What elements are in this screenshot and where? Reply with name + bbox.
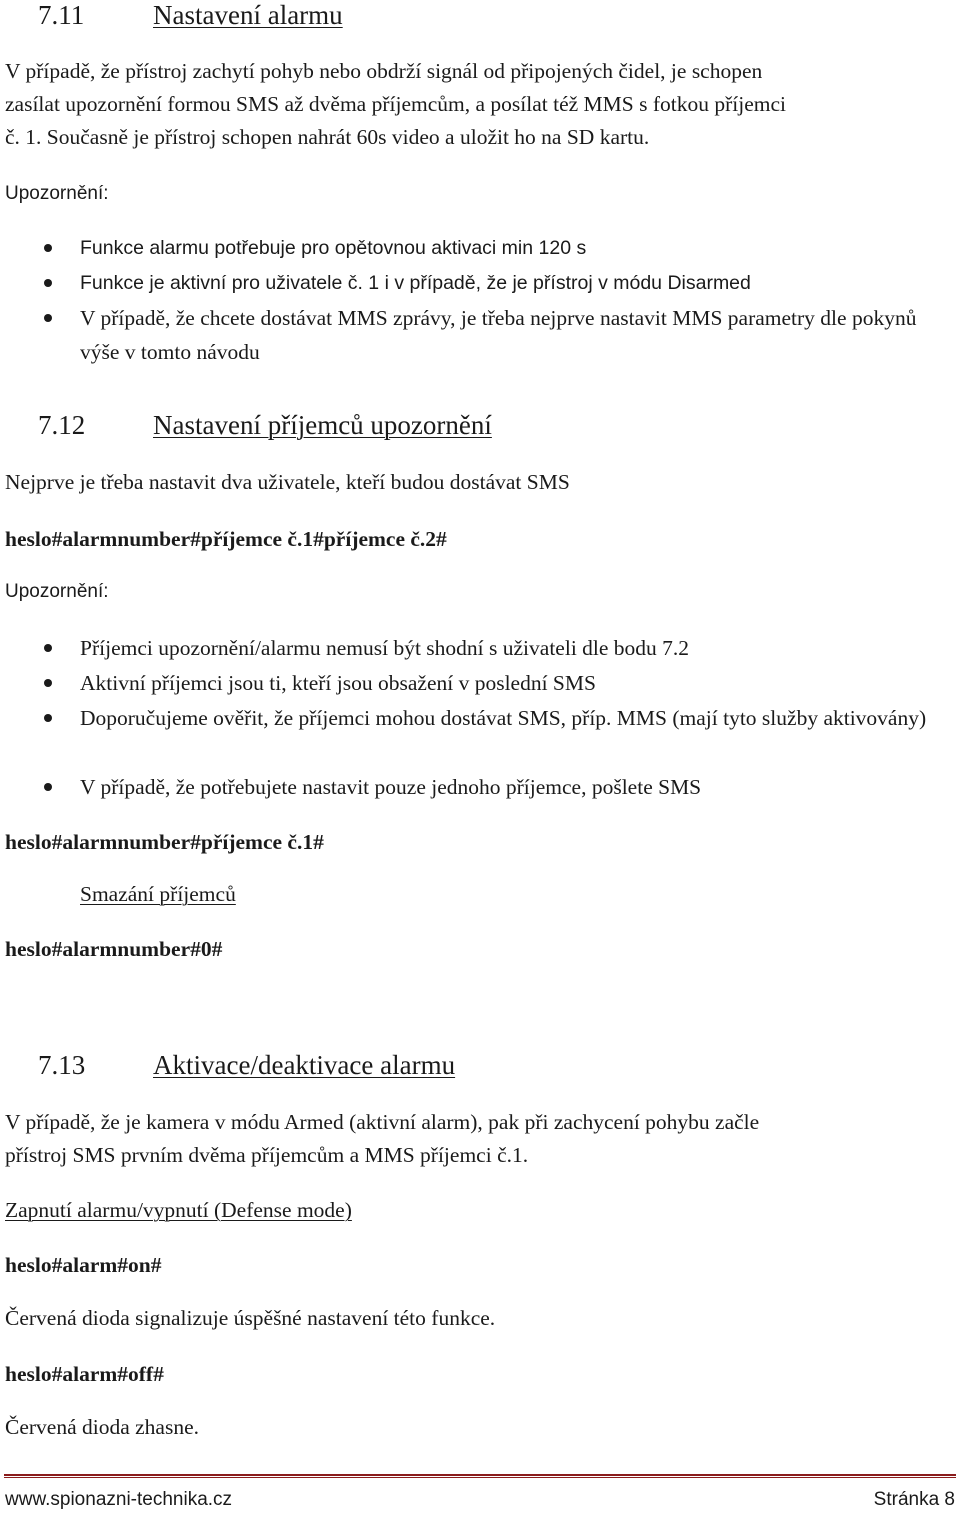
list-item-text: Doporučujeme ověřit, že příjemci mohou dostávat SMS, příp. MMS (mají tyto služby aktivovány) [80, 706, 927, 730]
list-item-text: Aktivní příjemci jsou ti, kteří jsou obsažení v poslední SMS [80, 671, 596, 695]
footer-page-number: Stránka 8 [873, 1489, 955, 1510]
section-heading-7-13 [38, 1050, 738, 1080]
bullet-icon [44, 783, 52, 791]
delete-recipients-label: Smazání příjemců [80, 882, 236, 906]
warning-label: Upozornění: [5, 183, 109, 204]
defense-mode-label: Zapnutí alarmu/vypnutí (Defense mode) [5, 1198, 352, 1222]
list-item-text: Funkce alarmu potřebuje pro opětovnou aktivaci min 120 s [80, 237, 587, 259]
list-item-text: Příjemci upozornění/alarmu nemusí být shodní s uživateli dle bodu 7.2 [80, 636, 690, 660]
sms-command: heslo#alarm#on# [5, 1253, 162, 1277]
section-7-11-intro [5, 55, 955, 154]
bullet-icon [44, 714, 52, 722]
intro-line: přístroj SMS prvním dvěma příjemcům a MMS příjemci č.1. [5, 1143, 529, 1167]
sms-command: heslo#alarmnumber#příjemce č.1# [5, 830, 324, 854]
section-7-13-intro [5, 1106, 955, 1172]
section-title: Nastavení příjemců upozornění [153, 410, 492, 440]
bullet-icon [44, 314, 52, 322]
footer-website: www.spionazni-technika.cz [5, 1489, 233, 1510]
intro-line: č. 1. Současně je přístroj schopen nahrát 60s video a uložit ho na SD kartu. [5, 125, 650, 149]
section-title: Nastavení alarmu [153, 0, 343, 30]
section-number: 7.13 [38, 1050, 86, 1080]
intro-line: V případě, že je kamera v módu Armed (aktivní alarm), pak při zachycení pohybu začle [5, 1110, 760, 1134]
intro-line: zasílat upozornění formou SMS až dvěma příjemcům, a posílat též MMS s fotkou příjemci [5, 92, 787, 116]
sms-command: heslo#alarmnumber#0# [5, 937, 223, 961]
bullet-icon [44, 279, 52, 287]
list-item-text: V případě, že chcete dostávat MMS zprávy, je třeba nejprve nastavit MMS parametry dle pokynů výše v tomto návodu [80, 306, 917, 364]
section-heading-7-11 [38, 0, 638, 30]
note-text: Červená dioda zhasne. [5, 1415, 200, 1439]
sms-command: heslo#alarmnumber#příjemce č.1#příjemce č.2# [5, 527, 447, 551]
section-7-12-intro: Nejprve je třeba nastavit dva uživatele, kteří budou dostávat SMS [5, 470, 570, 494]
bullet-icon [44, 644, 52, 652]
warning-label: Upozornění: [5, 581, 109, 602]
section-number: 7.12 [38, 410, 86, 440]
footer-divider [4, 1474, 956, 1476]
sms-command: heslo#alarm#off# [5, 1362, 164, 1386]
note-text: Červená dioda signalizuje úspěšné nastavení této funkce. [5, 1306, 496, 1330]
list-item-text: V případě, že potřebujete nastavit pouze jednoho příjemce, pošlete SMS [80, 775, 702, 799]
footer-divider [4, 1477, 956, 1478]
section-number: 7.11 [38, 0, 85, 30]
section-title: Aktivace/deaktivace alarmu [153, 1050, 456, 1080]
section-heading-7-12 [38, 410, 738, 440]
bullet-icon [44, 679, 52, 687]
bullet-icon [44, 244, 52, 252]
intro-line: V případě, že přístroj zachytí pohyb nebo obdrží signál od připojených čidel, je schopen [5, 59, 763, 83]
list-item-text: Funkce je aktivní pro uživatele č. 1 i v případě, že je přístroj v módu Disarmed [80, 272, 751, 294]
